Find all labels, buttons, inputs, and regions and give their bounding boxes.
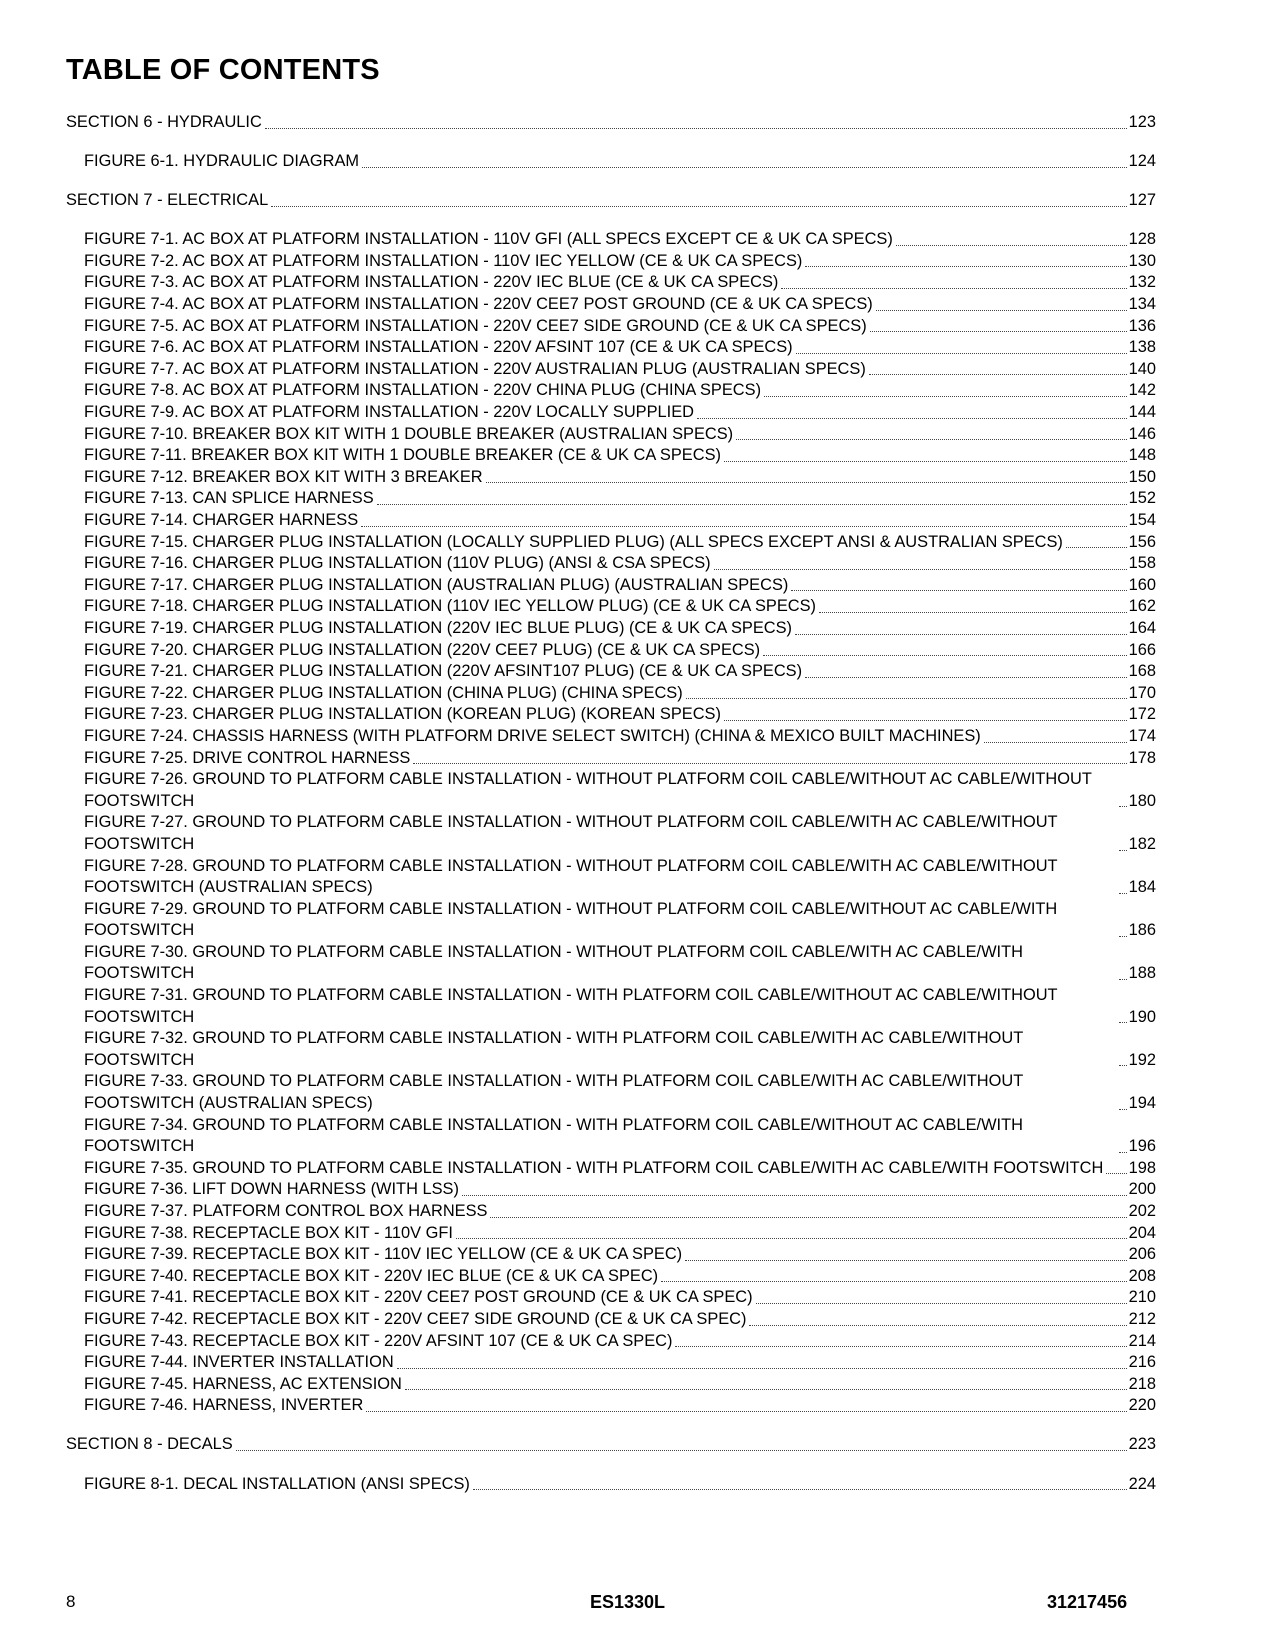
toc-figure-entry[interactable] [66, 683, 1156, 705]
toc-entry-title: FIGURE 7-19. CHARGER PLUG INSTALLATION (220V IEC BLUE PLUG) (CE & UK CA SPECS) [84, 618, 793, 637]
toc-entry-title: FIGURE 7-10. BREAKER BOX KIT WITH 1 DOUBLE BREAKER (AUSTRALIAN SPECS) [84, 424, 734, 443]
toc-dot-leader [1119, 1152, 1127, 1153]
toc-figure-entry[interactable] [66, 1028, 1156, 1071]
toc-dot-leader [805, 677, 1127, 678]
toc-dot-leader [1119, 1065, 1127, 1066]
toc-dot-leader [473, 1489, 1127, 1490]
toc-entry-page: 172 [1128, 705, 1156, 724]
toc-entry-title: FIGURE 7-32. GROUND TO PLATFORM CABLE INSTALLATION - WITH PLATFORM COIL CABLE/WITH AC CABLE/WITHOUT FOOTSWITCH [84, 1029, 1023, 1069]
toc-entry-page: 146 [1128, 424, 1156, 443]
toc-entry-page: 140 [1128, 359, 1156, 378]
toc-dot-leader [870, 331, 1127, 332]
toc-entry-title: FIGURE 7-24. CHASSIS HARNESS (WITH PLATFORM DRIVE SELECT SWITCH) (CHINA & MEXICO BUILT MACHINES) [84, 726, 981, 745]
toc-entry-page: 188 [1128, 964, 1156, 983]
toc-entry-page: 192 [1128, 1050, 1156, 1069]
toc-figure-entry[interactable] [66, 251, 1156, 273]
toc-dot-leader [1106, 1173, 1126, 1174]
toc-entry-page: 128 [1128, 230, 1156, 249]
toc-entry-title: FIGURE 7-15. CHARGER PLUG INSTALLATION (LOCALLY SUPPLIED PLUG) (ALL SPECS EXCEPT ANSI & AUSTRALIAN SPECS) [84, 532, 1063, 551]
toc-entry-page: 127 [1128, 191, 1156, 210]
toc-dot-leader [1066, 547, 1127, 548]
toc-entry-page: 154 [1128, 511, 1156, 529]
toc-entry-title: FIGURE 7-2. AC BOX AT PLATFORM INSTALLATION - 110V IEC YELLOW (CE & UK CA SPECS) [84, 251, 803, 270]
toc-entry-page: 196 [1128, 1137, 1156, 1156]
toc-entry-title: FIGURE 7-13. CAN SPLICE HARNESS [84, 489, 374, 508]
toc-entry-title: FIGURE 7-34. GROUND TO PLATFORM CABLE INSTALLATION - WITH PLATFORM COIL CABLE/WITHOUT AC CABLE/WITH FOOTSWITCH [84, 1115, 1023, 1156]
toc-entry-page: 130 [1128, 251, 1156, 270]
toc-figure-entry[interactable] [66, 1223, 1156, 1245]
toc-dot-leader [362, 167, 1127, 168]
toc-figure-entry[interactable] [66, 575, 1156, 597]
toc-entry-page: 134 [1128, 295, 1156, 314]
toc-dot-leader [724, 720, 1127, 721]
toc-entry-page: 152 [1128, 489, 1156, 508]
toc-entry-page: 186 [1128, 921, 1156, 940]
toc-entry-page: 218 [1128, 1374, 1156, 1393]
toc-entry-title: FIGURE 6-1. HYDRAULIC DIAGRAM [84, 152, 360, 171]
toc-entry-title: FIGURE 7-16. CHARGER PLUG INSTALLATION (110V PLUG) (ANSI & CSA SPECS) [84, 554, 711, 573]
toc-figure-entry[interactable] [66, 661, 1156, 683]
toc-figure-entry[interactable] [66, 618, 1156, 640]
toc-dot-leader [1119, 1022, 1127, 1023]
toc-entry-title: FIGURE 7-35. GROUND TO PLATFORM CABLE INSTALLATION - WITH PLATFORM COIL CABLE/WITH AC CABLE/WITH FOOTSWITCH [84, 1158, 1104, 1177]
toc-dot-leader [685, 1260, 1127, 1261]
toc-figure-entry[interactable] [66, 1287, 1156, 1309]
toc-dot-leader [265, 128, 1127, 129]
toc-entry-page: 123 [1128, 113, 1156, 131]
toc-entry-title: FIGURE 7-39. RECEPTACLE BOX KIT - 110V IEC YELLOW (CE & UK CA SPEC) [84, 1245, 683, 1264]
toc-figure-entry[interactable] [66, 1266, 1156, 1288]
toc-entry-title: FIGURE 7-17. CHARGER PLUG INSTALLATION (AUSTRALIAN PLUG) (AUSTRALIAN SPECS) [84, 575, 789, 594]
toc-entry-title: FIGURE 7-30. GROUND TO PLATFORM CABLE INSTALLATION - WITHOUT PLATFORM COIL CABLE/WITH AC CABLE/WITH FOOTSWITCH [84, 942, 1023, 983]
toc-entry-title: FIGURE 7-33. GROUND TO PLATFORM CABLE INSTALLATION - WITH PLATFORM COIL CABLE/WITH AC CABLE/WITHOUT FOOTSWITCH (AUSTRALIAN SPECS) [84, 1072, 1023, 1113]
toc-dot-leader [1119, 936, 1127, 937]
toc-dot-leader [724, 461, 1127, 462]
toc-entry-title: FIGURE 7-23. CHARGER PLUG INSTALLATION (KOREAN PLUG) (KOREAN SPECS) [84, 705, 721, 724]
toc-entry-page: 148 [1128, 446, 1156, 465]
toc-entry-page: 190 [1128, 1007, 1156, 1026]
toc-entry-page: 168 [1128, 662, 1156, 681]
toc-dot-leader [675, 1346, 1126, 1347]
toc-entry-title: FIGURE 7-27. GROUND TO PLATFORM CABLE INSTALLATION - WITHOUT PLATFORM COIL CABLE/WITH AC CABLE/WITHOUT FOOTSWITCH [84, 813, 1058, 853]
toc-dot-leader [714, 569, 1127, 570]
toc-entry-page: 212 [1128, 1309, 1156, 1328]
toc-entry-page: 178 [1128, 748, 1156, 767]
toc-dot-leader [456, 1238, 1127, 1239]
toc-figure-entry[interactable] [66, 445, 1156, 467]
toc-entry-page: 150 [1128, 467, 1156, 486]
toc-entry-title: FIGURE 7-6. AC BOX AT PLATFORM INSTALLATION - 220V AFSINT 107 (CE & UK CA SPECS) [84, 338, 793, 357]
toc-dot-leader [984, 742, 1127, 743]
toc-dot-leader [796, 353, 1127, 354]
toc-entry-title: FIGURE 7-38. RECEPTACLE BOX KIT - 110V GFI [84, 1223, 453, 1242]
toc-dot-leader [781, 288, 1126, 289]
toc-entry-page: 204 [1128, 1223, 1156, 1242]
toc-figure-entry[interactable] [66, 424, 1156, 446]
toc-entry-title: FIGURE 7-36. LIFT DOWN HARNESS (WITH LSS) [84, 1180, 459, 1199]
toc-entry-page: 156 [1128, 532, 1156, 551]
page-number: 8 [66, 1592, 76, 1611]
toc-entry-page: 158 [1128, 554, 1156, 573]
toc-dot-leader [1119, 1109, 1127, 1110]
toc-figure-entry[interactable] [66, 337, 1156, 359]
toc-figure-entry[interactable] [66, 1374, 1156, 1396]
toc-dot-leader [686, 698, 1127, 699]
toc-figure-entry[interactable] [66, 359, 1156, 381]
toc-dot-leader [749, 1325, 1126, 1326]
toc-entry-page: 194 [1128, 1094, 1156, 1113]
toc-section-entry[interactable] [66, 190, 1156, 212]
toc-list [66, 112, 1156, 1495]
toc-figure-entry[interactable] [66, 596, 1156, 618]
toc-figure-entry[interactable] [66, 467, 1156, 489]
toc-figure-entry[interactable] [66, 1395, 1156, 1417]
toc-figure-entry[interactable] [66, 942, 1156, 985]
toc-entry-title: FIGURE 7-5. AC BOX AT PLATFORM INSTALLATION - 220V CEE7 SIDE GROUND (CE & UK CA SPECS) [84, 316, 867, 335]
toc-dot-leader [366, 1411, 1126, 1412]
toc-entry-page: 132 [1128, 273, 1156, 292]
toc-dot-leader [236, 1450, 1127, 1451]
toc-dot-leader [764, 396, 1127, 397]
toc-entry-page: 138 [1128, 338, 1156, 357]
toc-dot-leader [377, 504, 1127, 505]
toc-dot-leader [791, 590, 1126, 591]
toc-entry-title: FIGURE 7-26. GROUND TO PLATFORM CABLE INSTALLATION - WITHOUT PLATFORM COIL CABLE/WITHOUT AC CABLE/WITHOUT FOOTSWITCH [84, 770, 1092, 810]
toc-figure-entry[interactable] [66, 899, 1156, 942]
toc-figure-entry[interactable] [66, 1474, 1156, 1496]
toc-entry-page: 174 [1128, 726, 1156, 745]
toc-entry-title: FIGURE 7-8. AC BOX AT PLATFORM INSTALLATION - 220V CHINA PLUG (CHINA SPECS) [84, 381, 762, 400]
toc-entry-page: 202 [1128, 1202, 1156, 1220]
toc-figure-entry[interactable] [66, 640, 1156, 662]
toc-figure-entry[interactable] [66, 856, 1156, 899]
toc-dot-leader [1119, 806, 1127, 807]
toc-entry-page: 160 [1128, 575, 1156, 594]
toc-figure-entry[interactable] [66, 985, 1156, 1028]
toc-entry-page: 223 [1128, 1435, 1156, 1454]
toc-entry-page: 162 [1128, 597, 1156, 616]
toc-dot-leader [405, 1389, 1127, 1390]
toc-entry-title: FIGURE 7-4. AC BOX AT PLATFORM INSTALLATION - 220V CEE7 POST GROUND (CE & UK CA SPECS) [84, 295, 873, 314]
toc-figure-entry[interactable] [66, 510, 1156, 532]
toc-entry-page: 124 [1128, 152, 1156, 171]
toc-figure-entry[interactable] [66, 1352, 1156, 1374]
toc-entry-page: 200 [1128, 1180, 1156, 1199]
toc-dot-leader [736, 439, 1127, 440]
toc-entry-page: 144 [1128, 403, 1156, 422]
toc-entry-title: FIGURE 8-1. DECAL INSTALLATION (ANSI SPECS) [84, 1474, 470, 1493]
toc-entry-title: FIGURE 7-7. AC BOX AT PLATFORM INSTALLATION - 220V AUSTRALIAN PLUG (AUSTRALIAN SPECS) [84, 359, 866, 378]
toc-figure-entry[interactable] [66, 488, 1156, 510]
toc-figure-entry[interactable] [66, 812, 1156, 855]
toc-entry-title: SECTION 7 - ELECTRICAL [66, 191, 269, 210]
toc-entry-page: 210 [1128, 1288, 1156, 1307]
toc-dot-leader [805, 266, 1126, 267]
toc-figure-entry[interactable] [66, 151, 1156, 173]
toc-dot-leader [1119, 893, 1127, 894]
toc-entry-title: SECTION 6 - HYDRAULIC [66, 113, 262, 131]
toc-figure-entry[interactable] [66, 1244, 1156, 1266]
toc-entry-title: FIGURE 7-20. CHARGER PLUG INSTALLATION (220V CEE7 PLUG) (CE & UK CA SPECS) [84, 640, 761, 659]
toc-figure-entry[interactable] [66, 704, 1156, 726]
toc-dot-leader [397, 1368, 1127, 1369]
toc-entry-page: 214 [1128, 1331, 1156, 1350]
toc-figure-entry[interactable] [66, 316, 1156, 338]
page-title: TABLE OF CONTENTS [66, 54, 380, 86]
toc-entry-page: 142 [1128, 381, 1156, 400]
toc-dot-leader [876, 310, 1127, 311]
toc-entry-page: 182 [1128, 834, 1156, 853]
toc-figure-entry[interactable] [66, 272, 1156, 294]
footer-doc-number: 31217456 [1047, 1592, 1128, 1612]
toc-figure-entry[interactable] [66, 1201, 1156, 1223]
toc-dot-leader [795, 634, 1127, 635]
toc-entry-title: FIGURE 7-44. INVERTER INSTALLATION [84, 1353, 394, 1372]
toc-entry-page: 184 [1128, 878, 1156, 897]
toc-entry-page: 224 [1128, 1474, 1156, 1493]
toc-dot-leader [661, 1281, 1126, 1282]
toc-entry-title: FIGURE 7-3. AC BOX AT PLATFORM INSTALLATION - 220V IEC BLUE (CE & UK CA SPECS) [84, 273, 779, 292]
toc-entry-page: 216 [1128, 1353, 1156, 1372]
toc-entry-title: FIGURE 7-41. RECEPTACLE BOX KIT - 220V CEE7 POST GROUND (CE & UK CA SPEC) [84, 1288, 753, 1307]
toc-entry-title: FIGURE 7-40. RECEPTACLE BOX KIT - 220V IEC BLUE (CE & UK CA SPEC) [84, 1266, 659, 1285]
toc-figure-entry[interactable] [66, 1115, 1156, 1158]
toc-figure-entry[interactable] [66, 553, 1156, 575]
toc-figure-entry[interactable] [66, 380, 1156, 402]
toc-section-entry[interactable] [66, 1434, 1156, 1456]
toc-dot-leader [756, 1303, 1127, 1304]
toc-figure-entry[interactable] [66, 1179, 1156, 1201]
toc-entry-title: FIGURE 7-31. GROUND TO PLATFORM CABLE INSTALLATION - WITH PLATFORM COIL CABLE/WITHOUT AC CABLE/WITHOUT FOOTSWITCH [84, 986, 1058, 1026]
toc-entry-title: FIGURE 7-43. RECEPTACLE BOX KIT - 220V AFSINT 107 (CE & UK CA SPEC) [84, 1331, 673, 1350]
toc-entry-title: SECTION 8 - DECALS [66, 1435, 233, 1454]
toc-figure-entry[interactable] [66, 532, 1156, 554]
toc-dot-leader [462, 1195, 1127, 1196]
toc-figure-entry[interactable] [66, 748, 1156, 770]
toc-entry-page: 164 [1128, 618, 1156, 637]
toc-dot-leader [361, 526, 1126, 527]
toc-entry-title: FIGURE 7-28. GROUND TO PLATFORM CABLE INSTALLATION - WITHOUT PLATFORM COIL CABLE/WITH AC CABLE/WITHOUT FOOTSWITCH (AUSTRALIAN SPECS) [84, 856, 1058, 897]
toc-entry-title: FIGURE 7-21. CHARGER PLUG INSTALLATION (220V AFSINT107 PLUG) (CE & UK CA SPECS) [84, 662, 803, 681]
toc-figure-entry[interactable] [66, 229, 1156, 251]
toc-entry-title: FIGURE 7-11. BREAKER BOX KIT WITH 1 DOUBLE BREAKER (CE & UK CA SPECS) [84, 446, 721, 465]
toc-dot-leader [896, 245, 1127, 246]
toc-entry-page: 198 [1128, 1158, 1156, 1177]
toc-entry-title: FIGURE 7-25. DRIVE CONTROL HARNESS [84, 748, 411, 767]
toc-entry-title: FIGURE 7-42. RECEPTACLE BOX KIT - 220V CEE7 SIDE GROUND (CE & UK CA SPEC) [84, 1309, 747, 1328]
toc-entry-title: FIGURE 7-37. PLATFORM CONTROL BOX HARNESS [84, 1202, 488, 1220]
footer-model: ES1330L [590, 1592, 666, 1612]
toc-figure-entry[interactable] [66, 1071, 1156, 1114]
toc-entry-title: FIGURE 7-18. CHARGER PLUG INSTALLATION (110V IEC YELLOW PLUG) (CE & UK CA SPECS) [84, 597, 816, 616]
toc-entry-page: 220 [1128, 1396, 1156, 1415]
toc-figure-entry[interactable] [66, 294, 1156, 316]
toc-entry-page: 206 [1128, 1245, 1156, 1264]
toc-entry-title: FIGURE 7-22. CHARGER PLUG INSTALLATION (CHINA PLUG) (CHINA SPECS) [84, 683, 683, 702]
toc-dot-leader [486, 482, 1127, 483]
toc-figure-entry[interactable] [66, 769, 1156, 812]
toc-dot-leader [697, 418, 1127, 419]
toc-entry-title: FIGURE 7-1. AC BOX AT PLATFORM INSTALLATION - 110V GFI (ALL SPECS EXCEPT CE & UK CA SPECS) [84, 230, 893, 249]
toc-dot-leader [869, 374, 1127, 375]
toc-figure-entry[interactable] [66, 1158, 1156, 1180]
toc-dot-leader [413, 763, 1126, 764]
toc-dot-leader [1119, 850, 1127, 851]
toc-figure-entry[interactable] [66, 1331, 1156, 1353]
toc-dot-leader [763, 655, 1127, 656]
toc-entry-title: FIGURE 7-46. HARNESS, INVERTER [84, 1396, 364, 1415]
toc-dot-leader [271, 206, 1126, 207]
toc-entry-title: FIGURE 7-45. HARNESS, AC EXTENSION [84, 1374, 402, 1393]
toc-entry-page: 208 [1128, 1266, 1156, 1285]
toc-entry-page: 180 [1128, 791, 1156, 810]
toc-dot-leader [490, 1217, 1126, 1218]
toc-figure-entry[interactable] [66, 1309, 1156, 1331]
toc-dot-leader [819, 612, 1127, 613]
toc-dot-leader [1119, 979, 1127, 980]
toc-figure-entry[interactable] [66, 402, 1156, 424]
toc-section-entry[interactable] [66, 112, 1156, 134]
toc-entry-title: FIGURE 7-9. AC BOX AT PLATFORM INSTALLATION - 220V LOCALLY SUPPLIED [84, 403, 694, 422]
toc-entry-title: FIGURE 7-14. CHARGER HARNESS [84, 511, 359, 529]
toc-entry-page: 136 [1128, 316, 1156, 335]
toc-entry-title: FIGURE 7-29. GROUND TO PLATFORM CABLE INSTALLATION - WITHOUT PLATFORM COIL CABLE/WITHOUT AC CABLE/WITH FOOTSWITCH [84, 899, 1058, 940]
toc-entry-page: 166 [1128, 640, 1156, 659]
toc-figure-entry[interactable] [66, 726, 1156, 748]
toc-entry-title: FIGURE 7-12. BREAKER BOX KIT WITH 3 BREAKER [84, 467, 483, 486]
toc-entry-page: 170 [1128, 683, 1156, 702]
